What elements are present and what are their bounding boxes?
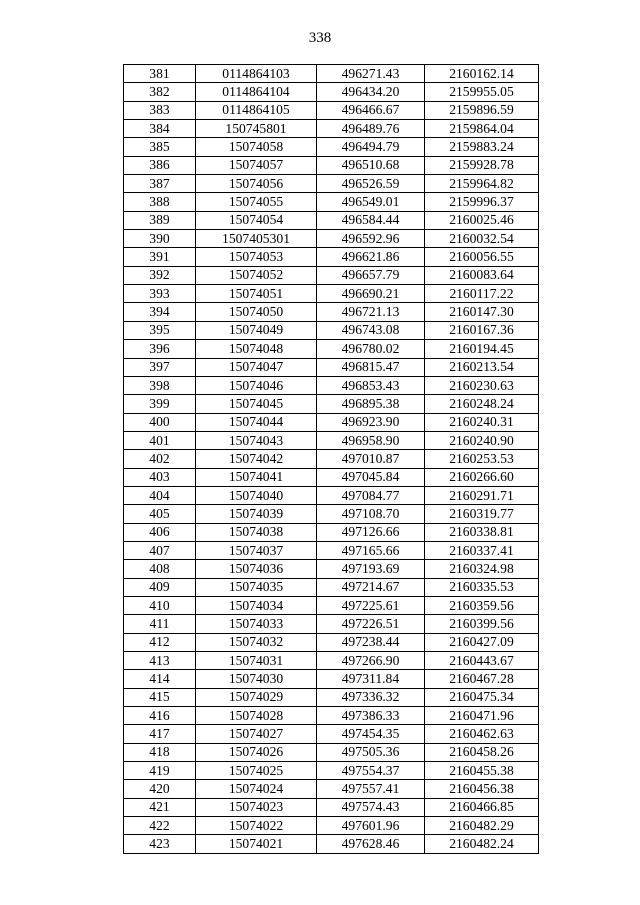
point-number-cell: 423 xyxy=(124,835,196,853)
y-coordinate-cell: 2159864.04 xyxy=(425,120,539,138)
x-coordinate-cell: 496592.96 xyxy=(317,230,425,248)
y-coordinate-cell: 2160147.30 xyxy=(425,303,539,321)
y-coordinate-cell: 2160083.64 xyxy=(425,266,539,284)
x-coordinate-cell: 496621.86 xyxy=(317,248,425,266)
y-coordinate-cell: 2159896.59 xyxy=(425,101,539,119)
y-coordinate-cell: 2160359.56 xyxy=(425,596,539,614)
y-coordinate-cell: 2160025.46 xyxy=(425,211,539,229)
table-row xyxy=(124,725,539,743)
point-number-cell: 412 xyxy=(124,633,196,651)
table-row xyxy=(124,817,539,835)
y-coordinate-cell: 2159928.78 xyxy=(425,156,539,174)
point-id-cell: 15074026 xyxy=(196,743,317,761)
y-coordinate-cell: 2160427.09 xyxy=(425,633,539,651)
x-coordinate-cell: 496690.21 xyxy=(317,285,425,303)
point-number-cell: 398 xyxy=(124,376,196,394)
point-id-cell: 15074043 xyxy=(196,431,317,449)
y-coordinate-cell: 2160230.63 xyxy=(425,376,539,394)
x-coordinate-cell: 497084.77 xyxy=(317,486,425,504)
table-row xyxy=(124,340,539,358)
y-coordinate-cell: 2160482.24 xyxy=(425,835,539,853)
point-number-cell: 407 xyxy=(124,541,196,559)
y-coordinate-cell: 2160194.45 xyxy=(425,340,539,358)
table-row xyxy=(124,83,539,101)
x-coordinate-cell: 496743.08 xyxy=(317,321,425,339)
table-row xyxy=(124,652,539,670)
point-number-cell: 387 xyxy=(124,175,196,193)
x-coordinate-cell: 497628.46 xyxy=(317,835,425,853)
table-row xyxy=(124,560,539,578)
point-id-cell: 15074033 xyxy=(196,615,317,633)
x-coordinate-cell: 496510.68 xyxy=(317,156,425,174)
table-row xyxy=(124,468,539,486)
x-coordinate-cell: 497226.51 xyxy=(317,615,425,633)
point-number-cell: 415 xyxy=(124,688,196,706)
x-coordinate-cell: 497554.37 xyxy=(317,762,425,780)
table-row xyxy=(124,303,539,321)
point-number-cell: 404 xyxy=(124,486,196,504)
x-coordinate-cell: 497336.32 xyxy=(317,688,425,706)
point-number-cell: 388 xyxy=(124,193,196,211)
point-number-cell: 418 xyxy=(124,743,196,761)
x-coordinate-cell: 496721.13 xyxy=(317,303,425,321)
x-coordinate-cell: 497574.43 xyxy=(317,798,425,816)
point-id-cell: 15074036 xyxy=(196,560,317,578)
point-number-cell: 411 xyxy=(124,615,196,633)
table-row xyxy=(124,688,539,706)
point-number-cell: 394 xyxy=(124,303,196,321)
table-row xyxy=(124,211,539,229)
point-number-cell: 399 xyxy=(124,395,196,413)
table-row xyxy=(124,835,539,853)
point-id-cell: 15074041 xyxy=(196,468,317,486)
x-coordinate-cell: 497165.66 xyxy=(317,541,425,559)
x-coordinate-cell: 496584.44 xyxy=(317,211,425,229)
x-coordinate-cell: 496958.90 xyxy=(317,431,425,449)
point-number-cell: 385 xyxy=(124,138,196,156)
point-number-cell: 391 xyxy=(124,248,196,266)
y-coordinate-cell: 2160117.22 xyxy=(425,285,539,303)
y-coordinate-cell: 2160471.96 xyxy=(425,707,539,725)
x-coordinate-cell: 497601.96 xyxy=(317,817,425,835)
point-id-cell: 15074049 xyxy=(196,321,317,339)
point-number-cell: 401 xyxy=(124,431,196,449)
y-coordinate-cell: 2160248.24 xyxy=(425,395,539,413)
x-coordinate-cell: 497225.61 xyxy=(317,596,425,614)
point-id-cell: 15074053 xyxy=(196,248,317,266)
table-row xyxy=(124,321,539,339)
y-coordinate-cell: 2160462.63 xyxy=(425,725,539,743)
x-coordinate-cell: 497557.41 xyxy=(317,780,425,798)
table-row xyxy=(124,285,539,303)
point-id-cell: 0114864103 xyxy=(196,65,317,83)
y-coordinate-cell: 2160032.54 xyxy=(425,230,539,248)
point-number-cell: 389 xyxy=(124,211,196,229)
y-coordinate-cell: 2160456.38 xyxy=(425,780,539,798)
point-id-cell: 15074021 xyxy=(196,835,317,853)
y-coordinate-cell: 2160455.38 xyxy=(425,762,539,780)
point-number-cell: 410 xyxy=(124,596,196,614)
x-coordinate-cell: 496815.47 xyxy=(317,358,425,376)
table-row xyxy=(124,596,539,614)
x-coordinate-cell: 497045.84 xyxy=(317,468,425,486)
point-id-cell: 15074025 xyxy=(196,762,317,780)
table-row xyxy=(124,175,539,193)
x-coordinate-cell: 496657.79 xyxy=(317,266,425,284)
x-coordinate-cell: 496526.59 xyxy=(317,175,425,193)
y-coordinate-cell: 2160335.53 xyxy=(425,578,539,596)
point-id-cell: 15074048 xyxy=(196,340,317,358)
point-id-cell: 15074045 xyxy=(196,395,317,413)
point-id-cell: 15074037 xyxy=(196,541,317,559)
point-id-cell: 15074044 xyxy=(196,413,317,431)
y-coordinate-cell: 2159955.05 xyxy=(425,83,539,101)
page-number: 338 xyxy=(308,30,332,46)
point-number-cell: 383 xyxy=(124,101,196,119)
y-coordinate-cell: 2160291.71 xyxy=(425,486,539,504)
x-coordinate-cell: 497311.84 xyxy=(317,670,425,688)
x-coordinate-cell: 497108.70 xyxy=(317,505,425,523)
table-row xyxy=(124,541,539,559)
point-number-cell: 420 xyxy=(124,780,196,798)
point-id-cell: 15074029 xyxy=(196,688,317,706)
y-coordinate-cell: 2160466.85 xyxy=(425,798,539,816)
table-row xyxy=(124,120,539,138)
point-id-cell: 0114864104 xyxy=(196,83,317,101)
x-coordinate-cell: 496853.43 xyxy=(317,376,425,394)
y-coordinate-cell: 2160240.31 xyxy=(425,413,539,431)
y-coordinate-cell: 2160324.98 xyxy=(425,560,539,578)
point-id-cell: 15074050 xyxy=(196,303,317,321)
table-row xyxy=(124,670,539,688)
point-number-cell: 386 xyxy=(124,156,196,174)
point-id-cell: 15074040 xyxy=(196,486,317,504)
point-number-cell: 414 xyxy=(124,670,196,688)
x-coordinate-cell: 497454.35 xyxy=(317,725,425,743)
point-number-cell: 384 xyxy=(124,120,196,138)
table-row xyxy=(124,413,539,431)
point-number-cell: 400 xyxy=(124,413,196,431)
point-number-cell: 397 xyxy=(124,358,196,376)
point-number-cell: 421 xyxy=(124,798,196,816)
point-number-cell: 402 xyxy=(124,450,196,468)
point-number-cell: 382 xyxy=(124,83,196,101)
y-coordinate-cell: 2159883.24 xyxy=(425,138,539,156)
table-row xyxy=(124,450,539,468)
point-id-cell: 15074034 xyxy=(196,596,317,614)
table-row xyxy=(124,707,539,725)
x-coordinate-cell: 497386.33 xyxy=(317,707,425,725)
x-coordinate-cell: 496434.20 xyxy=(317,83,425,101)
y-coordinate-cell: 2160482.29 xyxy=(425,817,539,835)
table-row xyxy=(124,156,539,174)
y-coordinate-cell: 2160443.67 xyxy=(425,652,539,670)
point-id-cell: 15074027 xyxy=(196,725,317,743)
table-row xyxy=(124,193,539,211)
y-coordinate-cell: 2160467.28 xyxy=(425,670,539,688)
table-row xyxy=(124,431,539,449)
table-row xyxy=(124,780,539,798)
table-row xyxy=(124,230,539,248)
point-id-cell: 15074054 xyxy=(196,211,317,229)
table-row xyxy=(124,505,539,523)
table-row xyxy=(124,266,539,284)
x-coordinate-cell: 497238.44 xyxy=(317,633,425,651)
point-id-cell: 0114864105 xyxy=(196,101,317,119)
point-id-cell: 150745801 xyxy=(196,120,317,138)
x-coordinate-cell: 497214.67 xyxy=(317,578,425,596)
table-row xyxy=(124,633,539,651)
point-number-cell: 396 xyxy=(124,340,196,358)
x-coordinate-cell: 497505.36 xyxy=(317,743,425,761)
point-id-cell: 15074057 xyxy=(196,156,317,174)
point-id-cell: 15074031 xyxy=(196,652,317,670)
point-id-cell: 15074023 xyxy=(196,798,317,816)
table-row xyxy=(124,65,539,83)
x-coordinate-cell: 496780.02 xyxy=(317,340,425,358)
point-number-cell: 392 xyxy=(124,266,196,284)
point-id-cell: 15074032 xyxy=(196,633,317,651)
point-id-cell: 15074039 xyxy=(196,505,317,523)
table-row xyxy=(124,615,539,633)
point-number-cell: 413 xyxy=(124,652,196,670)
point-id-cell: 15074051 xyxy=(196,285,317,303)
point-number-cell: 408 xyxy=(124,560,196,578)
coordinates-table xyxy=(123,64,539,854)
table-row xyxy=(124,358,539,376)
y-coordinate-cell: 2160162.14 xyxy=(425,65,539,83)
y-coordinate-cell: 2160475.34 xyxy=(425,688,539,706)
point-number-cell: 393 xyxy=(124,285,196,303)
point-id-cell: 15074035 xyxy=(196,578,317,596)
x-coordinate-cell: 497266.90 xyxy=(317,652,425,670)
point-number-cell: 417 xyxy=(124,725,196,743)
x-coordinate-cell: 497126.66 xyxy=(317,523,425,541)
table-row xyxy=(124,248,539,266)
y-coordinate-cell: 2160167.36 xyxy=(425,321,539,339)
coordinates-table-body xyxy=(124,65,539,854)
x-coordinate-cell: 496494.79 xyxy=(317,138,425,156)
table-row xyxy=(124,486,539,504)
point-id-cell: 15074047 xyxy=(196,358,317,376)
x-coordinate-cell: 496923.90 xyxy=(317,413,425,431)
table-row xyxy=(124,376,539,394)
x-coordinate-cell: 497010.87 xyxy=(317,450,425,468)
x-coordinate-cell: 496466.67 xyxy=(317,101,425,119)
point-id-cell: 15074058 xyxy=(196,138,317,156)
table-row xyxy=(124,798,539,816)
table-row xyxy=(124,138,539,156)
y-coordinate-cell: 2160399.56 xyxy=(425,615,539,633)
x-coordinate-cell: 496895.38 xyxy=(317,395,425,413)
table-row xyxy=(124,395,539,413)
table-row xyxy=(124,762,539,780)
x-coordinate-cell: 496271.43 xyxy=(317,65,425,83)
y-coordinate-cell: 2160266.60 xyxy=(425,468,539,486)
x-coordinate-cell: 496549.01 xyxy=(317,193,425,211)
y-coordinate-cell: 2160319.77 xyxy=(425,505,539,523)
point-number-cell: 419 xyxy=(124,762,196,780)
point-number-cell: 405 xyxy=(124,505,196,523)
point-id-cell: 15074055 xyxy=(196,193,317,211)
point-number-cell: 416 xyxy=(124,707,196,725)
table-row xyxy=(124,743,539,761)
point-number-cell: 381 xyxy=(124,65,196,83)
point-id-cell: 15074038 xyxy=(196,523,317,541)
y-coordinate-cell: 2160458.26 xyxy=(425,743,539,761)
point-id-cell: 15074052 xyxy=(196,266,317,284)
point-id-cell: 15074028 xyxy=(196,707,317,725)
table-row xyxy=(124,101,539,119)
y-coordinate-cell: 2160337.41 xyxy=(425,541,539,559)
point-id-cell: 15074042 xyxy=(196,450,317,468)
y-coordinate-cell: 2160056.55 xyxy=(425,248,539,266)
y-coordinate-cell: 2160253.53 xyxy=(425,450,539,468)
point-number-cell: 406 xyxy=(124,523,196,541)
point-id-cell: 15074022 xyxy=(196,817,317,835)
table-row xyxy=(124,523,539,541)
point-number-cell: 409 xyxy=(124,578,196,596)
point-id-cell: 15074056 xyxy=(196,175,317,193)
y-coordinate-cell: 2160213.54 xyxy=(425,358,539,376)
point-id-cell: 15074030 xyxy=(196,670,317,688)
point-number-cell: 390 xyxy=(124,230,196,248)
table-row xyxy=(124,578,539,596)
point-number-cell: 403 xyxy=(124,468,196,486)
y-coordinate-cell: 2160338.81 xyxy=(425,523,539,541)
point-number-cell: 395 xyxy=(124,321,196,339)
y-coordinate-cell: 2159996.37 xyxy=(425,193,539,211)
point-id-cell: 1507405301 xyxy=(196,230,317,248)
x-coordinate-cell: 497193.69 xyxy=(317,560,425,578)
y-coordinate-cell: 2160240.90 xyxy=(425,431,539,449)
point-id-cell: 15074046 xyxy=(196,376,317,394)
point-number-cell: 422 xyxy=(124,817,196,835)
x-coordinate-cell: 496489.76 xyxy=(317,120,425,138)
point-id-cell: 15074024 xyxy=(196,780,317,798)
y-coordinate-cell: 2159964.82 xyxy=(425,175,539,193)
